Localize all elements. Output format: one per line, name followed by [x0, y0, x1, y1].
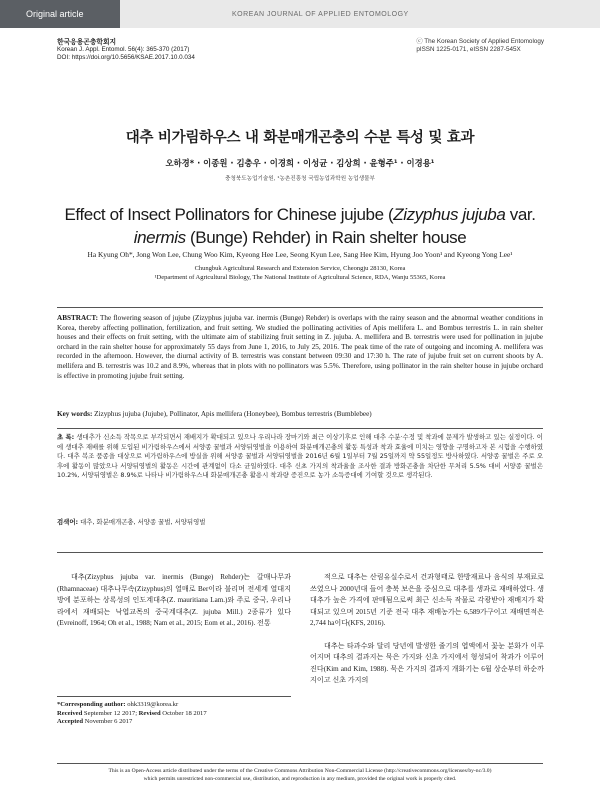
title-en-variety: inermis: [133, 228, 186, 247]
keywords-ko-text: 대추, 화분매개곤충, 서양종 꿀벌, 서양뒤영벌: [78, 518, 206, 526]
abstract-ko-text: 생대추가 신소득 작목으로 부각되면서 재배지가 확대되고 있으나 우리나라 장마기와 최근 이상기후로 인해 대추 수분·수정 및 착과에 문제가 발생하고 있는 실정이다. 이에 생대추 재배를 위해 도입된 비가림하우스에서 서양종 꿀벌과 서양뒤영벌을 이용하여 화분매개곤충의 활동 특성과 착과 효율에 미치는 영향을 구명하고자 본 시험을 수행하였다. 대추 복조 품종을 대상으로 비가림하우스에 방실을 위해 서양종 꿀벌과 서양뒤영벌을 2016년 6월 1일부터 7월 25일까지 약 55일정도 방사하였다. 서양종 꿀벌은 주로 오후에 활동이 많았으나 서양뒤영벌의 활동은 시간에 관계없이 다소 균일하였다. 대추 신초 가지의 착과율을 조사한 결과 방화곤충을 차단한 무처리 5.5% 대비 서양종 꿀벌은 10.2%, 서양뒤영벌은 8.9%로 나타나 비가림하우스내 화분매개곤충 활용시 착과량 증진으로 농가 소득증대에 기여할 것으로 생각된다.: [57, 433, 543, 480]
abstract-korean: [57, 433, 543, 481]
license-line: which permits unrestricted non-commercial use, distribution, and reproduction in any medium, provided the original work is properly cited.: [143, 776, 457, 782]
author-email[interactable]: ohk3319@korea.kr: [125, 701, 179, 708]
authors-english: Ha Kyung Oh*, Jong Won Lee, Chung Woo Kim, Kyeong Hee Lee, Seong Kyun Lee, Sang Hee Kim, Hyung Joo Yoon¹ and Kyeong Yong Lee¹: [87, 250, 513, 259]
title-english: [40, 203, 560, 249]
body-paragraph: 대추는 타과수와 달리 당년에 발생한 줄기의 엽액에서 꽃눈 분화가 이루어지며 대추의 결과지는 묵은 가지와 신초 가지에서 형성되어 착과가 이루어진다(Kim and Kim, 1988). 묵은 가지의 결과지 개화기는 6월 상순부터 하순까지이고 신초 가지의: [310, 641, 544, 684]
divider: [57, 552, 543, 553]
revised-label: Revised: [138, 709, 161, 717]
keywords-label: Key words:: [57, 410, 93, 418]
divider: [57, 307, 543, 308]
authors-korean: 오하경* · 이종원 · 김충우 · 이경희 · 이성균 · 김상희 · 윤형주¹ · 이경용¹: [165, 158, 435, 168]
journal-header-bar: [0, 0, 600, 28]
affiliation-line: Chungbuk Agricultural Research and Extension Service, Cheongju 28130, Korea: [194, 265, 406, 272]
revised-date: October 18 2017: [160, 709, 207, 717]
keywords-korean: [57, 517, 543, 526]
license-line: This is an Open-Access article distributed under the terms of the Creative Commons Attribution Non-Commercial License (http://creativecommons.org/licenses/by-nc/3.0): [108, 768, 492, 774]
doi-link[interactable]: DOI: https://doi.org/10.5656/KSAE.2017.10.0.034: [57, 54, 195, 61]
body-paragraph: 적으로 대추는 산림유실수로서 건과형태로 한방재료나 음식의 부재료로 쓰였으나 2000년대 들어 충북 보은을 중심으로 대추를 생과로 재배하였다. 생대추가 높은 가격에 판매됨으로써 최근 신소득 작물로 각광받아 재배지가 확대되고 있으며 2015년 기준 전국 대추 재배농가는 6,589가구이고 재배면적은 2,744 ha이다(KFS, 2016).: [310, 573, 544, 627]
corresponding-author: [57, 701, 291, 710]
article-type-tag: Original article: [0, 0, 120, 28]
abstract-english: [57, 314, 543, 381]
body-column-left: [57, 572, 291, 641]
affiliation-english: [30, 264, 570, 282]
received-revised: [57, 710, 291, 719]
divider: [57, 428, 543, 429]
abstract-label: ABSTRACT:: [57, 314, 99, 322]
accepted: [57, 718, 291, 727]
accepted-label: Accepted: [57, 718, 83, 726]
journal-name-band: KOREAN JOURNAL OF APPLIED ENTOMOLOGY: [120, 0, 600, 28]
title-en-part: (Bunge) Rehder) in Rain shelter house: [185, 228, 467, 247]
journal-name-ko: 한국응용곤충학회지: [57, 38, 117, 46]
keywords-english: [57, 410, 543, 418]
title-korean: 대추 비가림하우스 내 화분매개곤충의 수분 특성 및 효과: [125, 130, 475, 146]
affiliation-line: ¹Department of Agricultural Biology, The National Institute of Agricultural Science, RDA, Wanju 55365, Korea: [154, 274, 446, 281]
title-en-species: Zizyphus jujuba: [393, 205, 506, 224]
citation-block: [57, 38, 195, 62]
affiliation-korean: 충청북도농업기술원, ¹농촌진흥청 국립농업과학원 농업생물부: [225, 176, 375, 182]
body-column-right: [310, 572, 544, 698]
correspondence-block: [57, 696, 291, 727]
keywords-ko-label: 검색어:: [57, 518, 79, 526]
body-paragraph: 대추(Zizyphus jujuba var. inermis (Bunge) Rehder)는 갈매나무과(Rhamnaceae) 대추나무속(Zizyphus)의 열매로 Ber이라 불리며 전세계 열대지방에 분포하는 상록성의 인도계대추(Z. mauritiana Lam.)와 주로 중국, 우리나라에서 재배되는 낙엽교목의 중국계대추(Z. jujuba Mill.) 2종류가 있다(Evreinoff, 1964; Oh et al., 1988; Nam et al., 2015; Eom et al., 2016). 전통: [57, 573, 291, 627]
abstract-text: The flowering season of jujube (Zizyphus jujuba var. inermis (Bunge) Rehder) is overlaps with the rainy season and the abnormal weather conditions in Korea, thereby affecting pollination, fertilization, and fruit setting. We studied the pollinating activities of Apis mellifera L. and Bombus terrestris L. in rain shelter houses and their effects on fruit setting, with the ultimate aim of stabilizing fruit setting in Z. jujuba. A. mellifera and B. terrestris were used for pollination in jujube orchard in the rain shelter house for approximately 55 days from June 1, 2016, to July 25, 2016. The peak time of the rate of outgoing and incoming A. mellifera was recorded in the afternoon. However, the diurnal activity of B. terrestris was constant between 09:30 and 17:30 h. The rate of jujube fruit set on current shoots by A. mellifera and B. terrestris was 10.2 and 8.9%, whereas that in plots with no pollinators was 5.5%. Therefore, using pollinator in the rain shelter house in jujube orchard is effective in promoting jujube fruit setting.: [57, 314, 543, 380]
citation: Korean J. Appl. Entomol. 56(4): 365-370 (2017): [57, 46, 190, 53]
accepted-date: November 6 2017: [83, 718, 133, 726]
keywords-text: Zizyphus jujuba (Jujube), Pollinator, Apis mellifera (Honeybee), Bombus terrestris (Bumblebee): [92, 410, 372, 418]
open-access-notice: [57, 763, 543, 783]
issn: pISSN 1225-0171, eISSN 2287-545X: [416, 46, 521, 53]
title-en-part: Effect of Insect Pollinators for Chinese jujube (: [64, 205, 394, 224]
copyright-block: [416, 38, 544, 54]
corr-label: *Corresponding author:: [57, 701, 126, 708]
copyright: ⓒ The Korean Society of Applied Entomology: [416, 38, 544, 45]
received-label: Received: [57, 709, 83, 717]
abstract-ko-label: 초 록:: [57, 433, 75, 441]
received-date: September 12 2017;: [82, 709, 139, 717]
title-en-part: var.: [505, 205, 536, 224]
